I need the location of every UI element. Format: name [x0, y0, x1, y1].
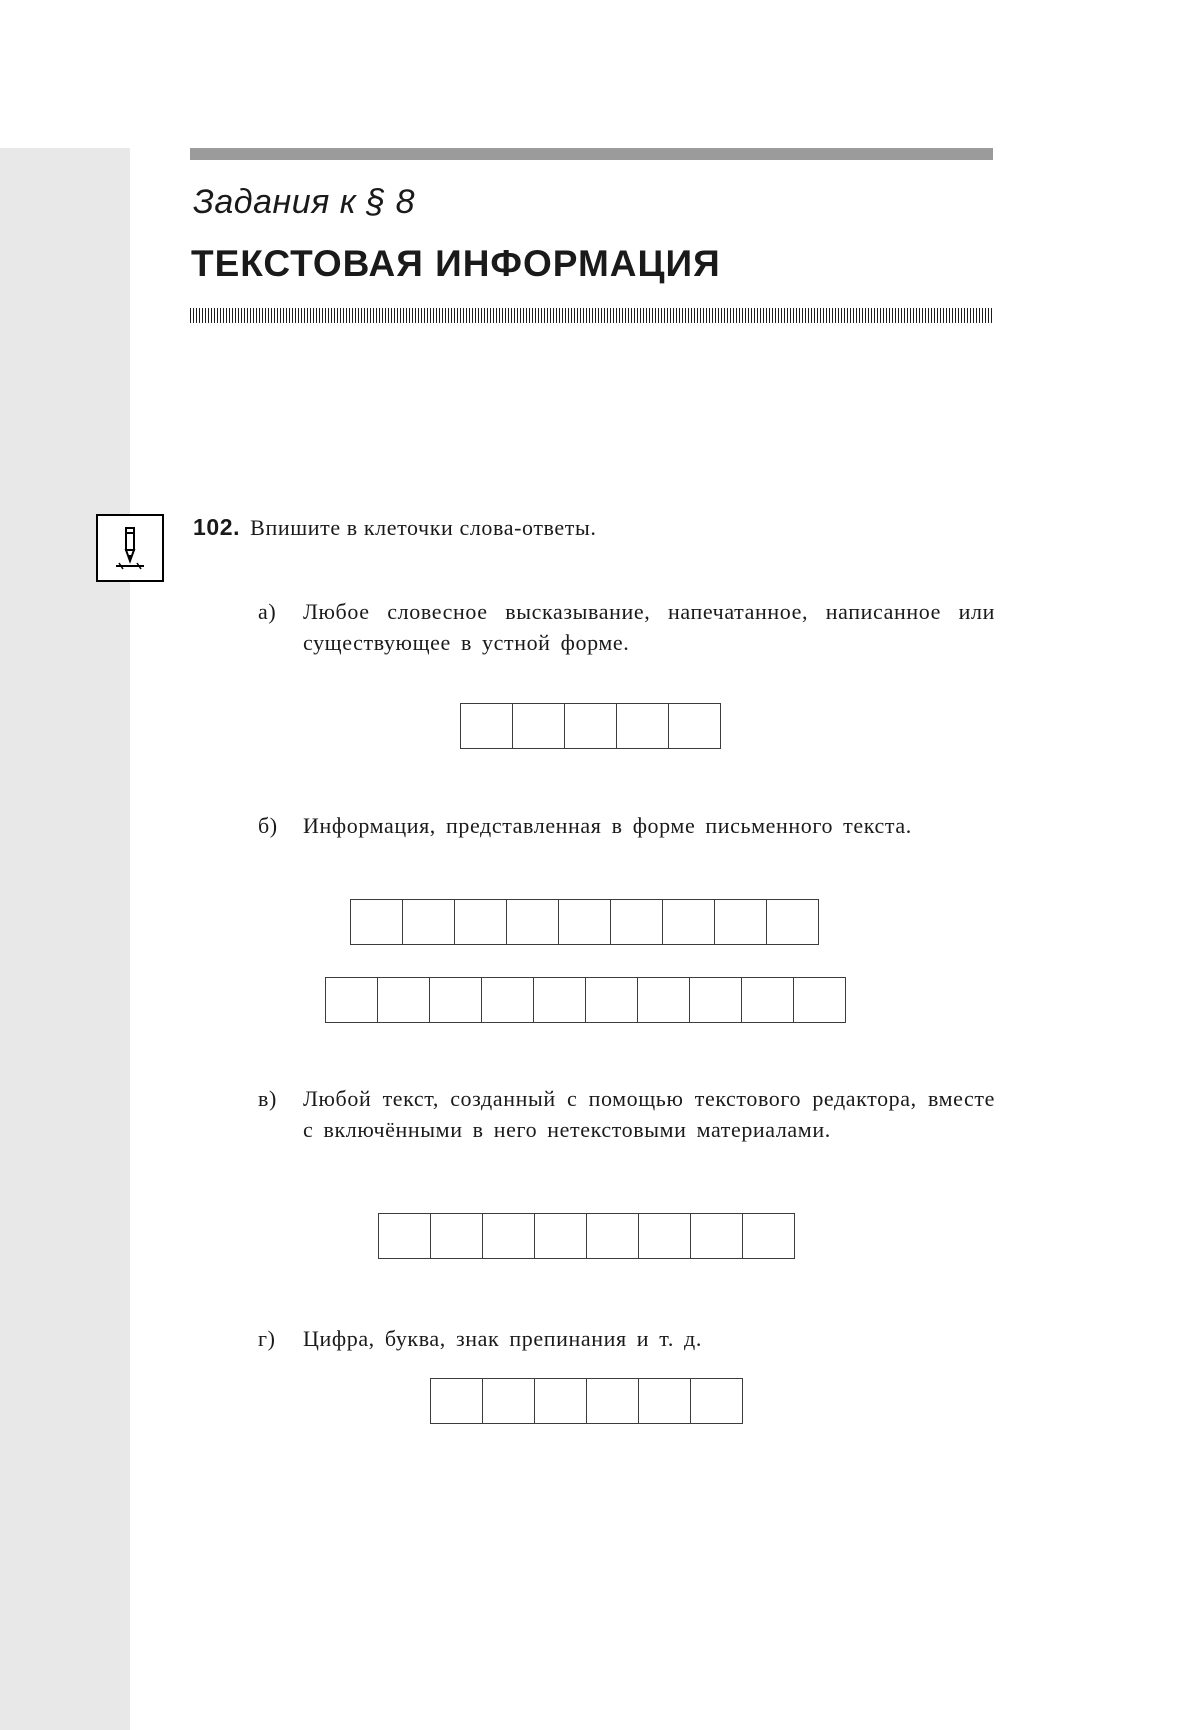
- item-label: в): [258, 1086, 277, 1111]
- header-bar: [190, 148, 993, 160]
- answer-cell[interactable]: [638, 1213, 691, 1259]
- answer-cell[interactable]: [378, 1213, 431, 1259]
- answer-cell[interactable]: [430, 1378, 483, 1424]
- item-label: г): [258, 1326, 276, 1351]
- answer-cell[interactable]: [558, 899, 611, 945]
- chapter-title: ТЕКСТОВАЯ ИНФОРМАЦИЯ: [191, 243, 721, 284]
- answer-cell[interactable]: [689, 977, 742, 1023]
- answer-cell[interactable]: [481, 977, 534, 1023]
- answer-cell[interactable]: [690, 1213, 743, 1259]
- answer-cell[interactable]: [506, 899, 559, 945]
- answer-cell[interactable]: [793, 977, 846, 1023]
- answer-cell[interactable]: [638, 1378, 691, 1424]
- task-heading: [193, 514, 993, 541]
- answer-cells-row: [378, 1213, 795, 1259]
- answer-cell[interactable]: [610, 899, 663, 945]
- task-number: 102.: [193, 514, 241, 540]
- pencil-task-icon: [96, 514, 164, 582]
- task-item-g: [258, 1323, 995, 1354]
- answer-cell[interactable]: [616, 703, 669, 749]
- answer-cell[interactable]: [325, 977, 378, 1023]
- left-margin-strip: [0, 148, 130, 1730]
- answer-cell[interactable]: [533, 977, 586, 1023]
- task-prompt: Впишите в клеточки слова-ответы.: [250, 515, 597, 540]
- answer-cell[interactable]: [585, 977, 638, 1023]
- task-item-v: [258, 1083, 995, 1145]
- answer-cell[interactable]: [534, 1378, 587, 1424]
- answer-cell[interactable]: [512, 703, 565, 749]
- task-item-a: [258, 596, 995, 658]
- task-item-b: [258, 810, 995, 841]
- answer-cell[interactable]: [637, 977, 690, 1023]
- answer-cell[interactable]: [482, 1378, 535, 1424]
- answer-cell[interactable]: [662, 899, 715, 945]
- answer-cell[interactable]: [402, 899, 455, 945]
- answer-cell[interactable]: [534, 1213, 587, 1259]
- answer-cell[interactable]: [430, 1213, 483, 1259]
- hatch-divider: [190, 308, 993, 323]
- section-title: Задания к § 8: [193, 183, 415, 221]
- answer-cell[interactable]: [564, 703, 617, 749]
- answer-cell[interactable]: [714, 899, 767, 945]
- item-text: Цифра, буква, знак препинания и т. д.: [303, 1326, 702, 1351]
- item-text: Информация, представленная в форме письменного текста.: [303, 813, 912, 838]
- answer-cell[interactable]: [377, 977, 430, 1023]
- answer-cell[interactable]: [690, 1378, 743, 1424]
- answer-cell[interactable]: [741, 977, 794, 1023]
- answer-cell[interactable]: [586, 1378, 639, 1424]
- item-label: а): [258, 599, 277, 624]
- answer-cell[interactable]: [668, 703, 721, 749]
- answer-cell[interactable]: [454, 899, 507, 945]
- answer-cells-row: [325, 977, 846, 1023]
- item-text: Любое словесное высказывание, напечатанное, написанное или существующее в устной форме.: [303, 599, 995, 655]
- answer-cell[interactable]: [429, 977, 482, 1023]
- item-text: Любой текст, созданный с помощью текстового редактора, вместе с включёнными в него нетекстовыми материалами.: [303, 1086, 995, 1142]
- answer-cell[interactable]: [350, 899, 403, 945]
- answer-cells-row: [350, 899, 819, 945]
- answer-cell[interactable]: [460, 703, 513, 749]
- answer-cells-row: [460, 703, 721, 749]
- answer-cell[interactable]: [766, 899, 819, 945]
- item-label: б): [258, 813, 278, 838]
- answer-cell[interactable]: [586, 1213, 639, 1259]
- answer-cell[interactable]: [482, 1213, 535, 1259]
- answer-cell[interactable]: [742, 1213, 795, 1259]
- answer-cells-row: [430, 1378, 743, 1424]
